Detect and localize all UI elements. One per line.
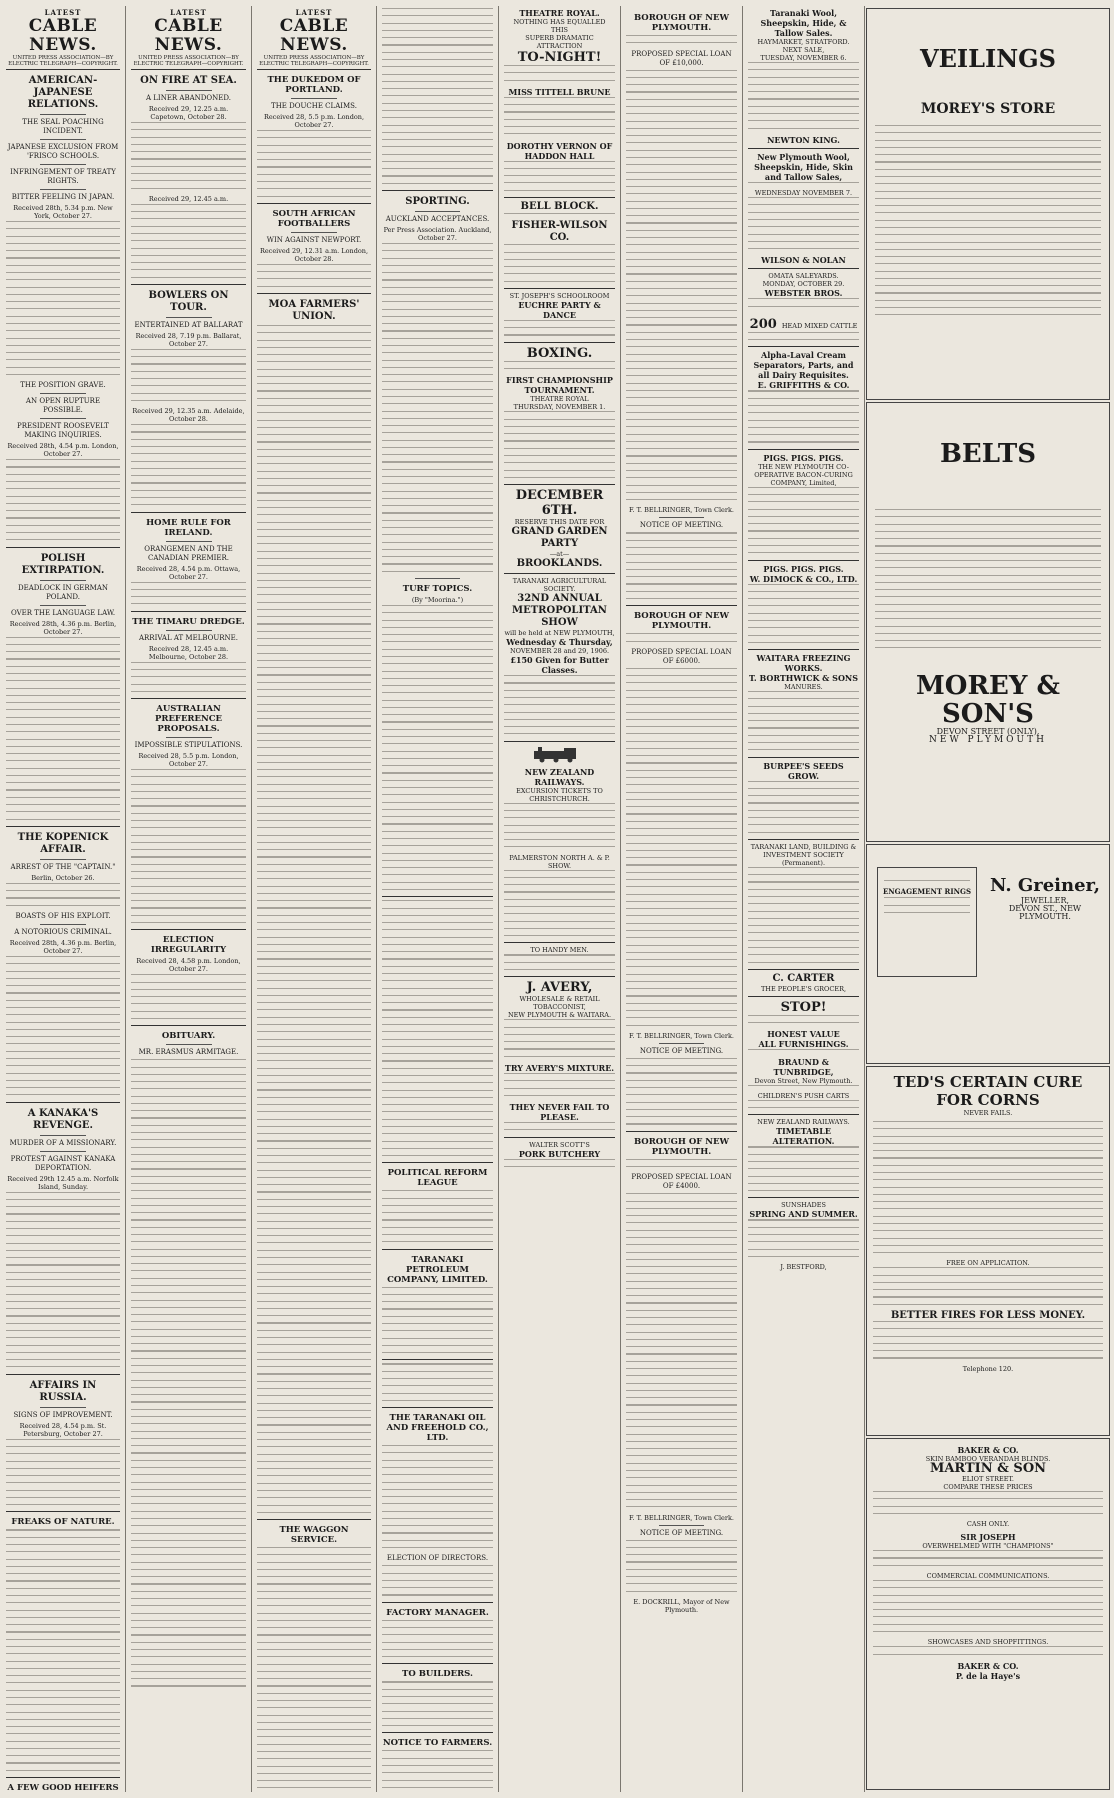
wool-sale-advert: Taranaki Wool, Sheepskin, Hide, & Tallow Sales. HAYMARKET, STRATFORD. NEXT SALE, TUESDAY, NOVEMBER 6. NEWTON KING.	[748, 8, 859, 145]
article-text	[131, 1059, 246, 1686]
notice-heading: BOROUGH OF NEW PLYMOUTH.	[633, 13, 730, 33]
headline: NOTICE TO FARMERS.	[382, 1738, 493, 1749]
subheading: SIGNS OF IMPROVEMENT.	[13, 1410, 113, 1419]
veilings-advert: VEILINGS MOREY'S STORE	[866, 8, 1110, 400]
column-4	[378, 8, 497, 1790]
dateline: Received 29th 12.45 a.m. Norfolk Island, Sunday.	[7, 1174, 119, 1191]
subheading: BOASTS OF HIS EXPLOIT.	[15, 912, 111, 920]
morey-logo: MOREY & SON'S	[916, 671, 1060, 730]
headline: POLITICAL REFORM LEAGUE	[387, 1168, 488, 1189]
subheading: NOTICE OF MEETING.	[639, 521, 724, 530]
subheading: JAPANESE EXCLUSION FROM 'FRISCO SCHOOLS.	[7, 143, 119, 160]
freezing-works-advert: WAITARA FREEZING WORKS. T. BORTHWICK & SONS MANURES.	[748, 653, 859, 750]
subheading: ARREST OF THE "CAPTAIN."	[10, 862, 116, 871]
dateline: Received 28, 7.19 p.m. Ballarat, October 27.	[135, 331, 242, 348]
dateline: Received 28, 5.5 p.m. London, October 27.	[263, 113, 365, 129]
article-text	[131, 349, 246, 401]
subheading: PRESIDENT ROOSEVELT MAKING INQUIRIES.	[17, 422, 109, 440]
headline: AFFAIRS IN RUSSIA.	[29, 1379, 97, 1403]
article-text	[6, 459, 120, 540]
dateline: (By "Moorina.")	[411, 595, 464, 604]
belts-advert: BELTS MOREY & SON'S DEVON STREET (ONLY), NEW PLYMOUTH	[866, 402, 1110, 842]
column-rule	[376, 6, 377, 1792]
bell-block-advert: BELL BLOCK. FISHER-WILSON CO.	[504, 201, 615, 282]
dateline: Received 28, 4.54 p.m. Ottawa, October 27.	[136, 564, 241, 581]
subheading: ENTERTAINED AT BALLARAT	[134, 320, 243, 329]
column-2	[127, 8, 250, 1790]
column-rule	[742, 6, 743, 1792]
subheading: PROPOSED SPECIAL LOAN OF £6000.	[631, 647, 732, 665]
subheading: OVER THE LANGUAGE LAW.	[10, 608, 116, 617]
subheading: MURDER OF A MISSIONARY.	[9, 1138, 117, 1147]
subheading: AUCKLAND ACCEPTANCES.	[385, 215, 490, 224]
signature: E. DOCKRILL, Mayor of New Plymouth.	[633, 1597, 730, 1614]
dateline: Received 29, 12.31 a.m. London, October 28.	[259, 246, 369, 263]
masthead: LATEST CABLE NEWS. UNITED PRESS ASSOCIATION—BY ELECTRIC TELEGRAPH—COPYRIGHT.	[131, 8, 246, 70]
headline: OBITUARY.	[161, 1031, 216, 1042]
column-rule	[864, 6, 865, 1792]
rings-box: ENGAGEMENT RINGS	[877, 867, 977, 977]
sunshades-advert: SUNSHADES SPRING AND SUMMER. J. BESTFORD,	[749, 1201, 858, 1272]
subheading: NOTICE OF MEETING.	[639, 1528, 724, 1537]
headline: A KANAKA'S REVENGE.	[27, 1107, 99, 1131]
martin-son-advert: BAKER & CO. SKIN BAMBOO VERANDAH BLINDS. MARTIN & SON ELIOT STREET. COMPARE THESE PRICES CASH ONLY. SIR JOSEPH OVERWHELMED WITH "CHAMPIONS" COMMERCIAL COMMUNICATIONS. SHOWCASES AND SHOPFITTINGS. BAKER & CO. P. de la Haye's	[866, 1438, 1110, 1790]
article-text	[382, 1363, 493, 1401]
subheading: ORANGEMEN AND THE CANADIAN PREMIER.	[144, 544, 233, 562]
headline: FREAKS OF NATURE.	[11, 1517, 115, 1528]
subheading: NOTICE OF MEETING.	[639, 1046, 724, 1055]
masthead: LATEST CABLE NEWS. UNITED PRESS ASSOCIATION—BY ELECTRIC TELEGRAPH—COPYRIGHT.	[257, 8, 371, 70]
headline: AUSTRALIAN PREFERENCE PROPOSALS.	[154, 704, 222, 735]
article-text	[131, 582, 246, 605]
notice-text	[626, 70, 737, 501]
dateline: Received 29, 12.45 a.m.	[148, 194, 229, 203]
subheading: IMPOSSIBLE STIPULATIONS.	[134, 741, 243, 750]
column-rule	[125, 6, 126, 1792]
subheading: THE POSITION GRAVE.	[20, 381, 106, 390]
train-icon	[530, 745, 590, 763]
headline: A FEW GOOD HEIFERS	[7, 1783, 119, 1790]
subheading: ELECTION OF DIRECTORS.	[386, 1554, 489, 1563]
subheading: BITTER FEELING IN JAPAN.	[11, 193, 115, 201]
headline: SOUTH AFRICAN FOOTBALLERS	[272, 208, 356, 229]
corns-advert: TED'S CERTAIN CURE FOR CORNS NEVER FAILS. FREE ON APPLICATION. BETTER FIRES FOR LESS MONEY. Telephone 120.	[866, 1066, 1110, 1436]
theatre-advert: THEATRE ROYAL. NOTHING HAS EQUALLED THIS SUPERB DRAMATIC ATTRACTION TO-NIGHT! MISS TITTELL BRUNE DOROTHY VERNON OF HADDON HALL	[504, 8, 615, 191]
notice-heading: BOROUGH OF NEW PLYMOUTH.	[633, 1136, 730, 1157]
article-text	[257, 1547, 371, 1790]
subheading: A NOTORIOUS CRIMINAL.	[14, 928, 112, 936]
article-text	[382, 1190, 493, 1242]
pigs-advert: PIGS. PIGS. PIGS. W. DIMOCK & CO., LTD.	[748, 564, 859, 643]
subheading: ARRIVAL AT MELBOURNE.	[138, 633, 238, 642]
article-text	[6, 1192, 120, 1368]
article-text	[382, 1287, 493, 1354]
column-rule	[620, 6, 621, 1792]
article-text	[131, 122, 246, 189]
subheading: PROPOSED SPECIAL LOAN OF £10,000.	[631, 49, 732, 67]
avery-advert: J. AVERY, WHOLESALE & RETAIL TOBACCONIST, NEW PLYMOUTH & WAITARA. TRY AVERY'S MIXTURE. THEY NEVER FAIL TO PLEASE.	[504, 980, 615, 1130]
headline: TURF TOPICS.	[402, 583, 473, 594]
headline: THE DUKEDOM OF PORTLAND.	[267, 75, 361, 95]
headline: BOWLERS ON TOUR.	[148, 289, 229, 313]
furnishing-advert: STOP! HONEST VALUE ALL FURNISHINGS. BRAUND & TUNBRIDGE, Devon Street, New Plymouth. CHILDREN'S PUSH CARTS	[748, 1000, 859, 1109]
article-text	[257, 130, 371, 197]
subheading: WIN AGAINST NEWPORT.	[266, 235, 362, 244]
notice-text	[626, 1193, 737, 1507]
article-text	[6, 221, 120, 375]
dateline: Received 28th, 4.36 p.m. Berlin, October 27.	[9, 939, 117, 955]
article-text	[382, 1750, 493, 1790]
dateline: Received 28, 4.54 p.m. St. Petersburg, October 27.	[19, 1421, 107, 1438]
article-text	[131, 974, 246, 1019]
article-text	[131, 204, 246, 278]
signature: F. T. BELLRINGER, Town Clerk.	[629, 506, 734, 515]
railways-advert: NEW ZEALAND RAILWAYS. TIMETABLE ALTERATION.	[748, 1118, 859, 1191]
headline: FACTORY MANAGER.	[386, 1607, 489, 1618]
column-rule	[251, 6, 252, 1792]
column-rule	[498, 6, 499, 1792]
article-text	[6, 956, 120, 1095]
euchre-advert: ST. JOSEPH'S SCHOOLROOM EUCHRE PARTY & DANCE	[504, 292, 615, 336]
article-text	[382, 1681, 493, 1726]
article-text	[382, 8, 493, 184]
land-society-advert: TARANAKI LAND, BUILDING & INVESTMENT SOCIETY (Permanent).	[748, 843, 859, 963]
subheading: DEADLOCK IN GERMAN POLAND.	[17, 583, 109, 601]
article-text	[382, 1565, 493, 1595]
subheading: THE DOUCHE CLAIMS.	[271, 102, 357, 110]
headline: TO BUILDERS.	[402, 1669, 473, 1680]
article-text	[131, 769, 246, 923]
subheading: MR. ERASMUS ARMITAGE.	[138, 1048, 239, 1057]
dateline: Received 28th, 4.54 p.m. London, October 27.	[7, 442, 119, 459]
dateline: Received 28th, 4.36 p.m. Berlin, October 27.	[9, 619, 117, 636]
headline: AMERICAN-JAPANESE RELATIONS.	[27, 75, 99, 110]
dateline: Received 28, 12.45 a.m. Melbourne, October 28.	[148, 644, 229, 661]
dateline: Per Press Association. Auckland, October 27.	[383, 226, 492, 243]
dateline: Received 28th, 5.34 p.m. New York, October 27.	[13, 204, 113, 220]
headline: THE WAGGON SERVICE.	[279, 1525, 349, 1546]
headline: MOA FARMERS' UNION.	[268, 298, 360, 322]
separator-advert: Alpha-Laval Cream Separators, Parts, and all Dairy Requisites. E. GRIFFITHS & CO.	[748, 350, 859, 442]
notice-heading: BOROUGH OF NEW PLYMOUTH.	[633, 611, 730, 632]
masthead: LATEST CABLE NEWS. UNITED PRESS ASSOCIATION—BY ELECTRIC TELEGRAPH—COPYRIGHT.	[6, 8, 120, 70]
article-text	[6, 883, 120, 906]
garden-party-advert: DECEMBER 6TH. RESERVE THIS DATE FOR GRAND GARDEN PARTY —at— BROOKLANDS.	[511, 488, 608, 570]
notice-text	[626, 668, 737, 1026]
classified-ads	[382, 900, 493, 1156]
column-8	[866, 8, 1110, 1790]
headline: HOME RULE FOR IRELAND.	[146, 517, 231, 538]
subheading: INFRINGEMENT OF TREATY RIGHTS.	[10, 168, 116, 185]
column-1	[2, 8, 124, 1790]
dateline: Received 28, 4.58 p.m. London, October 27.	[136, 957, 241, 974]
dateline: Received 28, 5.5 p.m. London, October 27.	[138, 752, 239, 769]
column-5	[500, 8, 619, 1790]
butchery-advert: WALTER SCOTT'S PORK BUTCHERY	[504, 1141, 615, 1167]
headline: ELECTION IRREGULARITY	[150, 935, 227, 956]
boxing-advert: BOXING. FIRST CHAMPIONSHIP TOURNAMENT. THEATRE ROYAL THURSDAY, NOVEMBER 1.	[504, 346, 615, 478]
subheading: AN OPEN RUPTURE POSSIBLE.	[25, 397, 101, 415]
pigs-advert: PIGS. PIGS. PIGS. THE NEW PLYMOUTH CO-OPERATIVE BACON-CURING COMPANY, Limited,	[748, 453, 859, 554]
column-3	[253, 8, 375, 1790]
column-7	[744, 8, 863, 1790]
subheading: PROPOSED SPECIAL LOAN OF £4000.	[631, 1173, 732, 1191]
subheading: A LINER ABANDONED.	[146, 94, 231, 102]
notice-text	[626, 1540, 737, 1592]
notice-text	[626, 1058, 737, 1125]
article-text	[382, 605, 493, 890]
headline: THE TARANAKI OIL AND FREEHOLD CO., LTD.	[386, 1413, 489, 1444]
railways-advert: NEW ZEALAND RAILWAYS. EXCURSION TICKETS TO CHRISTCHURCH. PALMERSTON NORTH A. & P. SHOW.	[504, 745, 615, 937]
jeweller-advert: ENGAGEMENT RINGS N. Greiner, JEWELLER, DEVON ST., NEW PLYMOUTH.	[866, 844, 1110, 1064]
dateline: Received 29, 12.35 a.m. Adelaide, October 28.	[132, 407, 245, 424]
article-text	[6, 1529, 120, 1770]
article-text	[382, 243, 493, 572]
dateline: Received 29, 12.25 a.m. Capetown, October 28.	[148, 105, 229, 121]
article-text	[6, 1439, 120, 1506]
notice-text	[626, 532, 737, 599]
saleyards-advert: OMATA SALEYARDS. MONDAY, OCTOBER 29. WEBSTER BROS. 200 HEAD MIXED CATTLE	[748, 272, 859, 340]
article-text	[131, 424, 246, 505]
headline: POLISH EXTIRPATION.	[21, 552, 105, 576]
article-text	[6, 637, 120, 820]
signature: F. T. BELLRINGER, Town Clerk.	[629, 1513, 734, 1522]
dateline: Berlin, October 26.	[31, 873, 95, 882]
article-text	[382, 1445, 493, 1548]
wool-sale-advert: New Plymouth Wool, Sheepskin, Hide, Skin and Tallow Sales, WEDNESDAY NOVEMBER 7. WILSON & NOLAN	[748, 152, 859, 266]
column-6	[622, 8, 741, 1790]
article-text	[257, 325, 371, 1513]
seeds-advert: BURPEE'S SEEDS GROW.	[748, 761, 859, 833]
show-advert: TARANAKI AGRICULTURAL SOCIETY. 32ND ANNUAL METROPOLITAN SHOW will be held at NEW PLYMOUTH, Wednesday & Thursday, NOVEMBER 28 and 29, 1906. £150 Given for Butter Classes.	[504, 577, 615, 734]
article-text	[131, 662, 246, 692]
article-text	[382, 1620, 493, 1658]
subheading: PROTEST AGAINST KANAKA DEPORTATION.	[10, 1154, 116, 1172]
subheading: THE SEAL POACHING INCIDENT.	[22, 118, 104, 135]
article-text	[257, 264, 371, 287]
headline: THE TIMARU DREDGE.	[132, 616, 245, 627]
signature: F. T. BELLRINGER, Town Clerk.	[629, 1031, 734, 1040]
grocer-advert: C. CARTER THE PEOPLE'S GROCER,	[760, 972, 847, 993]
headline: TARANAKI PETROLEUM COMPANY, LIMITED.	[387, 1254, 488, 1285]
handy-men-advert: TO HANDY MEN.	[504, 946, 615, 970]
headline: THE KOPENICK AFFAIR.	[17, 831, 109, 855]
headline: ON FIRE AT SEA.	[140, 75, 237, 86]
headline: SPORTING.	[405, 196, 470, 208]
